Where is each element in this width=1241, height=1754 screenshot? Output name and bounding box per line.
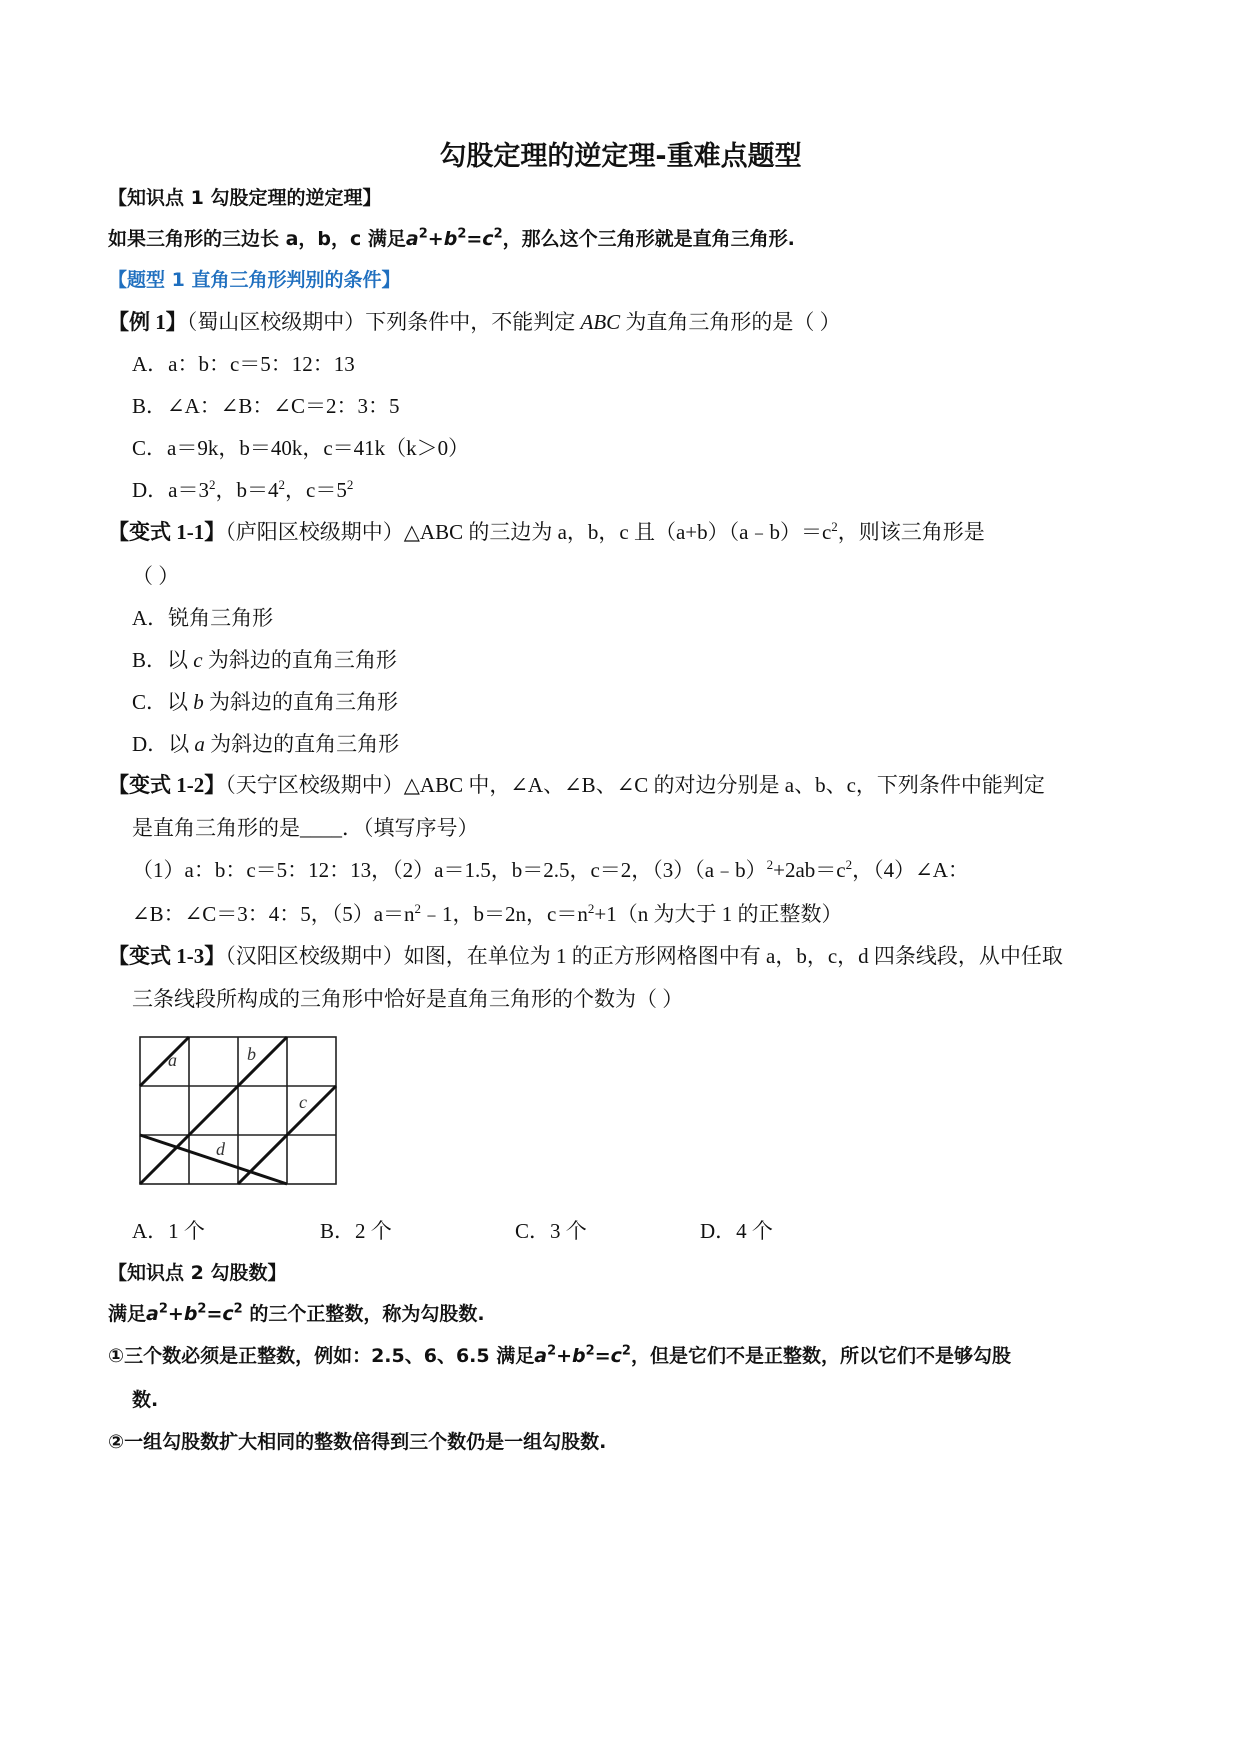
- knowledge-point-1-text: [108, 225, 795, 253]
- variant-1-3-tag: 【变式 1-3】: [108, 944, 226, 968]
- cond-text: +2ab＝c: [773, 858, 846, 882]
- formula-plus: +: [427, 228, 444, 250]
- variant-1-1-stem: [108, 518, 985, 546]
- opt-text: C．以: [132, 690, 194, 714]
- example-1-stem-a: （蜀山区校级期中）下列条件中，不能判定: [186, 310, 576, 334]
- option-d-a: a＝3: [168, 478, 209, 502]
- knowledge-point-2-point-2: ②一组勾股数扩大相同的整数倍得到三个数仍是一组勾股数.: [108, 1431, 607, 1453]
- opt-var: a: [194, 732, 205, 756]
- segment-a: [140, 1037, 189, 1086]
- variant-1-2-stem-a: （天宁区校级期中）△ABC 中，∠A、∠B、∠C 的对边分别是 a、b、c，下列条件中能判定: [225, 773, 1045, 797]
- variant-1-1-stem-a: （庐阳区校级期中）△: [225, 520, 420, 544]
- kp1-text-end: ，那么这个三角形就是直角三角形.: [502, 228, 795, 250]
- opt-var: b: [193, 690, 204, 714]
- label-c: c: [299, 1092, 307, 1112]
- sq: 2: [197, 1301, 207, 1317]
- example-1-option-a: A．a：b：c＝5：12：13: [132, 352, 355, 376]
- opt-var: c: [193, 648, 203, 672]
- formula-eq: =: [466, 228, 483, 250]
- variant-1-2-conditions-line-2: [132, 900, 842, 928]
- label-b: b: [247, 1044, 256, 1064]
- variant-1-2-stem: [108, 771, 1045, 799]
- opt-text: 为斜边的直角三角形: [203, 690, 399, 714]
- sq: 2: [585, 1343, 595, 1359]
- option-d-prefix: D．: [132, 478, 169, 502]
- formula-eq: =: [594, 1345, 611, 1367]
- variant-1-1-stem-b: ABC 的三边为 a，b，c 且（a+b）（a﹣b）＝c: [419, 520, 832, 544]
- variant-1-3-stem-b: 三条线段所构成的三角形中恰好是直角三角形的个数为（ ）: [132, 987, 684, 1011]
- sq: 2: [414, 901, 422, 916]
- variant-1-1-option-c: [132, 688, 398, 716]
- kp2-text: ①三个数必须是正整数，例如：2.5、6、6.5 满足: [108, 1345, 535, 1367]
- variant-1-3-stem-a: （汉阳区校级期中）如图，在单位为 1 的正方形网格图中有 a，b，c，d 四条线段，从中任取: [225, 944, 1063, 968]
- variant-1-2-tag: 【变式 1-2】: [108, 773, 226, 797]
- sq: 2: [233, 1301, 243, 1317]
- variant-1-3-option-d: D．4 个: [700, 1219, 773, 1243]
- variant-1-2-conditions-line-1: [132, 856, 969, 884]
- example-1-option-d: [132, 476, 353, 504]
- formula-a: a: [534, 1345, 548, 1367]
- opt-text: 为斜边的直角三角形: [204, 732, 400, 756]
- knowledge-point-2-point-1: [108, 1342, 1011, 1370]
- formula-eq: =: [206, 1303, 223, 1325]
- formula-a: a: [146, 1303, 159, 1325]
- variant-1-1-option-d: [132, 730, 399, 758]
- sq: 2: [621, 1343, 631, 1359]
- example-1-option-b: B．∠A：∠B：∠C＝2：3：5: [132, 394, 400, 418]
- cond-text: ，（4）∠A：: [852, 858, 969, 882]
- formula-a: a: [405, 228, 419, 250]
- sq: 2: [209, 477, 216, 492]
- variant-1-2-stem-b: 是直角三角形的是____．（填写序号）: [132, 816, 479, 840]
- formula-c: c: [222, 1303, 234, 1325]
- kp2-text: ，但是它们不是正整数，所以它们不是够勾股: [630, 1345, 1011, 1367]
- variant-1-1-paren: （ ）: [132, 564, 180, 588]
- square-grid-figure: [138, 1035, 338, 1187]
- sq: 2: [547, 1343, 557, 1359]
- sq: 2: [278, 477, 285, 492]
- formula-b: b: [572, 1345, 586, 1367]
- variant-1-3-option-c: C．3 个: [515, 1219, 587, 1243]
- variant-1-3-option-b: B．2 个: [320, 1219, 392, 1243]
- opt-text: D．以: [132, 732, 195, 756]
- sq: 2: [457, 226, 467, 242]
- variant-1-1-tag: 【变式 1-1】: [108, 520, 226, 544]
- variant-1-3-stem: [108, 942, 1063, 970]
- formula-plus: +: [556, 1345, 573, 1367]
- sq: 2: [845, 857, 853, 872]
- opt-text: 为斜边的直角三角形: [202, 648, 397, 672]
- cond-text: ﹣1，b＝2n，c＝n: [421, 902, 588, 926]
- option-d-c: ，c＝5: [285, 478, 347, 502]
- knowledge-point-2-point-1-cont: 数.: [132, 1389, 159, 1411]
- example-1-stem-b: 为直角三角形的是（ ）: [625, 310, 841, 334]
- example-1-tag: 【例 1】: [108, 310, 187, 334]
- sq: 2: [766, 857, 774, 872]
- knowledge-point-1-heading: 【知识点 1 勾股定理的逆定理】: [108, 187, 382, 209]
- cond-text: （1）a：b：c＝5：12：13，（2）a＝1.5，b＝2.5，c＝2，（3）（a﹣b）: [132, 858, 767, 882]
- type-1-heading: 【题型 1 直角三角形判别的条件】: [108, 269, 401, 291]
- sq: 2: [831, 519, 838, 534]
- sq: 2: [346, 477, 354, 492]
- variant-1-1-stem-c: ，则该三角形是: [837, 520, 985, 544]
- opt-text: B．以: [132, 648, 194, 672]
- example-1-option-c: C．a＝9k，b＝40k，c＝41k（k＞0）: [132, 436, 470, 460]
- cond-text: ∠B：∠C＝3：4：5，（5）a＝n: [132, 902, 415, 926]
- formula-b: b: [443, 228, 458, 250]
- variant-1-1-option-a: A．锐角三角形: [132, 606, 274, 630]
- segment-d: [140, 1135, 287, 1184]
- variant-1-1-option-b: [132, 646, 397, 674]
- page-title: 勾股定理的逆定理-重难点题型: [439, 141, 802, 172]
- sq: 2: [158, 1301, 168, 1317]
- kp2-text: 的三个正整数，称为勾股数.: [242, 1303, 485, 1325]
- example-1-var: ABC: [580, 310, 621, 334]
- example-1-stem: [108, 308, 841, 336]
- cond-text: +1（n 为大于 1 的正整数）: [594, 902, 843, 926]
- label-d: d: [216, 1139, 225, 1159]
- variant-1-3-option-a: A．1 个: [132, 1219, 205, 1243]
- formula-c: c: [610, 1345, 622, 1367]
- sq: 2: [493, 226, 503, 242]
- kp1-text-start: 如果三角形的三边长 a，b，c 满足: [108, 228, 406, 250]
- knowledge-point-2-definition: [108, 1300, 485, 1328]
- label-a: a: [168, 1050, 177, 1070]
- sq: 2: [418, 226, 428, 242]
- option-d-b: ，b＝4: [215, 478, 279, 502]
- formula-plus: +: [167, 1303, 184, 1325]
- knowledge-point-2-heading: 【知识点 2 勾股数】: [108, 1262, 287, 1284]
- kp2-text: 满足: [108, 1303, 147, 1325]
- sq: 2: [587, 901, 595, 916]
- formula-c: c: [482, 228, 494, 250]
- formula-b: b: [183, 1303, 198, 1325]
